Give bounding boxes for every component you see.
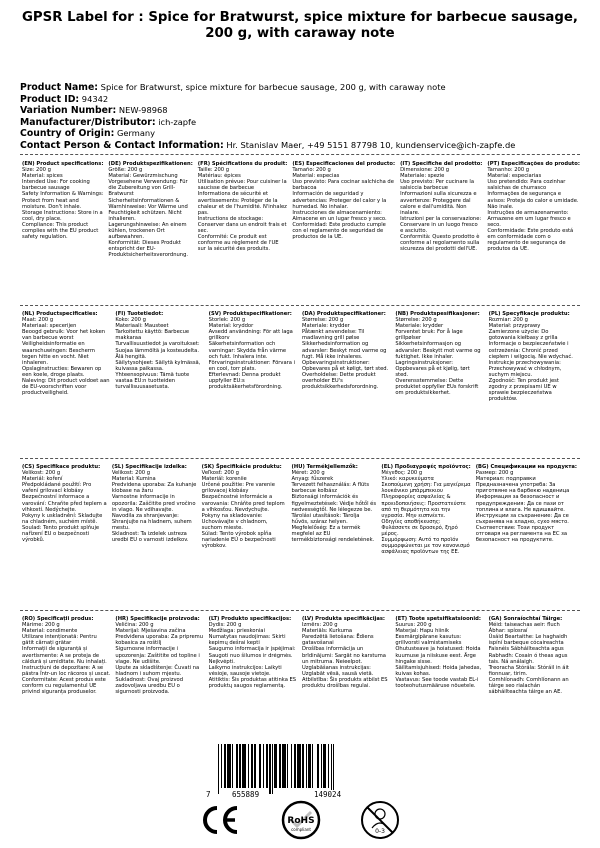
spec-text: Tamanho: 200 g Material: especiarias Uso pretendido: Para cozinhar salsichas de churrasco Informações de segurança e avisos: Proteja do calor e umidade. Não inale. Instruções de armazenamento: Armazene em um lugar fresco e seco. Conformidade: Este produto está em conformidade com o regulamento de segurança de produtos da UE. bbox=[487, 167, 579, 253]
spec-block-nb bbox=[393, 311, 486, 451]
spec-heading: (DE) Produktspezifikationen: bbox=[108, 161, 193, 167]
variation-number-label: Variation Number: bbox=[20, 105, 117, 117]
spec-text: Rozmiar: 200 g Materiał: przyprawy Zamierzone użycie: Do gotowania kiełbasy z grilla Informacje o bezpieczeństwie i ostrzeżenia: Chronić przed ciepłem i wilgocią. Nie wdychać. Instrukcje przechowywania: Przechowywać w chłodnym, suchym miejscu. Zgodność: Ten produkt jest zgodny z przepisami UE w sprawie bezpieczeństwa produktów. bbox=[488, 317, 573, 403]
spec-block-sv bbox=[207, 311, 300, 451]
spec-block-lv bbox=[300, 616, 393, 742]
ean-barcode bbox=[206, 744, 382, 799]
spec-heading: (LV) Produkta specifikācijas: bbox=[302, 616, 385, 622]
spec-heading: (PL) Specyfikacje produktu: bbox=[488, 311, 570, 317]
barcode-group-1: 655889 bbox=[232, 790, 260, 799]
spec-text: Tamaño: 200 g Material: especias Uso previsto: Para cocinar salchicha de barbacoa Información de seguridad y advertencias: Proteger del calor y la humedad. No inhalar. Instrucciones de almacenamiento: Almacene en un lugar fresco y seco. Conformidad: Este producto cumple con el reglamento de seguridad de productos de la UE. bbox=[292, 167, 394, 241]
spec-heading: (BG) Спецификации на продукта: bbox=[475, 464, 577, 470]
spec-block-cs bbox=[20, 464, 110, 604]
spec-block-de bbox=[106, 161, 195, 301]
spec-text: Velikost: 200 g Materiál: koření Předpokládané použití: Pro vaření grilovací klobásy Bezpečnostní informace a varování: Chraňte před teplem a vlhkostí. Nedýchejte. Pokyny k uskladnění: Skladujte na chladném, suchém místě. Soulad: Tento produkt splňuje nařízení EU o bezpečnosti výrobků. bbox=[22, 470, 107, 544]
product-id-value: 94342 bbox=[81, 93, 109, 104]
spec-text: Størrelse: 200 g Materiale: krydder Påtænkt anvendelse: Til madlavning grill pølse Sikkerhedsinformation og advarsler: Beskyt mod varme og fugt. Må ikke inhaleres. Opbevaringsinstruktioner: Opbevares på et køligt, tørt sted. Overholdelse: Dette produkt overholder EU's produktsikkerhedsforordning. bbox=[302, 317, 389, 391]
spec-block-pt bbox=[485, 161, 583, 301]
spec-heading: (HR) Specifikacije proizvoda: bbox=[115, 616, 200, 622]
spec-heading: (EN) Product specifications: bbox=[22, 161, 104, 167]
country-row bbox=[20, 128, 590, 140]
spec-block-da bbox=[300, 311, 393, 451]
spec-block-sk bbox=[200, 464, 290, 604]
spec-heading: (NB) Produktspesifikasjoner: bbox=[395, 311, 480, 317]
spec-heading: (RO) Specificații produs: bbox=[22, 616, 94, 622]
spec-row-2 bbox=[20, 311, 580, 451]
spec-text: Dimensione: 200 g Materiale: spezie Uso previsto: Per cucinare la salsiccia barbecue Informazioni sulla sicurezza e avvertenze: Proteggere dal calore e dall'umidità. Non inalare. Istruzioni per la conservazione: Conservare in un luogo fresco e asciutto. Conformità: Questo prodotto è conforme al regolamento sulla sicurezza dei prodotti dell'UE. bbox=[400, 167, 482, 253]
contact-value: Hr. Stanislav Maer, +49 5151 87798 10, kundenservice@ich-zapfe.de bbox=[226, 139, 516, 150]
product-name-label: Product Name: bbox=[20, 82, 99, 93]
spec-text: Размер: 200 g Материал: подправки Предназначена употреба: За приготвяне на барбекю наденица Информация за безопасност и предупреждения: Да се пази от топлина и влага. Не вдишвайте. Инструкции за съхранение: Да се съхранява на хладно, сухо място. Съответствие: Този продукт отговаря на регламента на ЕС за безопасност на продуктите. bbox=[475, 470, 570, 544]
product-info bbox=[20, 82, 590, 152]
spec-text: Méid: taiseachas aeir: fluch Ábhar: spíosraí Úsáid Beartaithe: Le haghaidh ispíní barbeque cócaireachta Faisnéis Sábháilteachta agus Rabhadh: Cosain ó theas agus tais. Ná análaigh. Treoracha Stórála: Stóráil in áit fionnuar, tirim. Comhlíonadh: Comhlíonann an táirge seo rialachán sábháilteachta táirge an AE. bbox=[488, 622, 569, 696]
spec-heading: (PT) Especificações do produto: bbox=[487, 161, 580, 167]
spec-row-4 bbox=[20, 616, 580, 742]
divider bbox=[20, 610, 580, 611]
contact-row bbox=[20, 140, 590, 152]
barcode-group-2: 149024 bbox=[314, 790, 342, 799]
spec-text: Veličina: 200 g Materijal: Mješavina začina Predviđena uporaba: Za pripremu kobasica za roštilj Sigurnosne informacije i upozorenja: Zaštitite od topline i vlage. Ne udišite. Upute za skladištenje: Čuvati na hladnom i suhom mjestu. Sukladnost: Ovaj proizvod zadovoljava uredbu EU o sigurnosti proizvoda. bbox=[115, 622, 204, 696]
spec-text: Velikost: 200 g Material: Kumina Predvidena uporaba: Za kuhanje klobase na žaru Varnostne informacije in opozorila: Zaščitite pred vročino in vlago. Ne vdihavajte. Navodila za shranjevanje: Shranjujte na hladnem, suhem mestu. Skladnost: Ta izdelek ustreza uredbi EU o varnosti izdelkov. bbox=[111, 470, 197, 544]
spec-heading: (ET) Toote spetsifikatsioonid: bbox=[395, 616, 481, 622]
spec-block-el bbox=[379, 464, 473, 604]
spec-heading: (LT) Produkto specifikacijos: bbox=[208, 616, 292, 622]
svg-text:RoHS: RoHS bbox=[287, 816, 315, 826]
spec-block-hr bbox=[113, 616, 206, 742]
label-title: GPSR Label for : Spice for Bratwurst, spice mixture for barbecue sausage, 200 g, with caraway note bbox=[22, 10, 578, 41]
spec-block-fi bbox=[113, 311, 206, 451]
spec-block-ro bbox=[20, 616, 113, 742]
spec-heading: (EL) Προδιαγραφές προϊόντος: bbox=[381, 464, 471, 470]
spec-heading: (SK) Špecifikácie produktu: bbox=[201, 464, 282, 470]
spec-heading: (DA) Produktspecifikationer: bbox=[302, 311, 386, 317]
country-label: Country of Origin: bbox=[20, 128, 115, 140]
country-value: Germany bbox=[116, 128, 156, 139]
variation-number-value: NEW-98968 bbox=[118, 105, 168, 116]
spec-heading: (SL) Specifikacije izdelka: bbox=[111, 464, 187, 470]
svg-text:compliant: compliant bbox=[291, 827, 311, 832]
spec-block-fr bbox=[196, 161, 291, 301]
manufacturer-label: Manufacturer/Distributor: bbox=[20, 116, 156, 128]
spec-block-en bbox=[20, 161, 106, 301]
certification-icons bbox=[0, 800, 600, 844]
contact-label: Contact Person & Contact Information: bbox=[20, 139, 224, 151]
spec-text: Koko: 200 g Materiaali: Mausteet Tarkoitettu käyttö: Barbecue makkaraa Turvallisuustiedot ja varoitukset: Suojaa lämmöltä ja kosteudelta. Älä hengitä. Säilytysohjeet: Säilytä kylmässä, kuivassa paikassa. Yhteensopivuus: Tämä tuote vastaa EU:n tuotteiden turvallisuusasetusta. bbox=[115, 317, 201, 391]
spec-block-lt bbox=[207, 616, 300, 742]
spec-text: Méret: 200 g Anyag: fűszerek Tervezett felhasználás: A flüts barbecue kolbász Biztonsági információk és figyelmeztetések: Védje hőtől és nedvességtől. Ne lélegezze be. Tárolási utasítások: Tárolja hűvös, száraz helyen. Megfelelőség: Ez a termék megfelel az EU termékbiztonsági rendeletének. bbox=[291, 470, 377, 544]
spec-text: Dydis: 200 g Medžiaga: prieskoniai Numatytas naudojimas: Skirti kepimų dešrai kepti Saugumo informacija ir įspėjimai: Saugoti nuo šilumos ir drėgmės. Neįkvėpti. Laikymo instrukcijos: Laikyti vėsioje, sausoje vietoje. Atitiktis: Šis produktas atitinka ES produktų saugos reglamentą. bbox=[208, 622, 297, 690]
spec-row-1 bbox=[20, 161, 580, 301]
svg-text:0-3: 0-3 bbox=[375, 828, 385, 835]
manufacturer-value: ich-zapfe bbox=[158, 116, 197, 127]
spec-text: Suurus: 200 g Materjal: Hapu hiinik Eesmärgipärane kasutus: grillvorsti valmistamiseks Ohutusteave ja hoiatused: Hoida kuumuse ja niiskuse eest. Ärge hingake sisse. Säilitamisjuhised: Hoida jahedas, kuivas kohas. Vastavus: See toode vastab EL-i tooteohutusmääruse nõuetele. bbox=[395, 622, 482, 690]
spec-heading: (FI) Tuotetiedot: bbox=[115, 311, 164, 317]
manufacturer-row bbox=[20, 117, 590, 129]
product-name-value: Spice for Bratwurst, spice mixture for barbecue sausage, 200 g, with caraway note bbox=[100, 82, 446, 92]
spec-text: Mărime: 200 g Material: condimente Utilizare intenționată: Pentru gătit cârnați grătar Informații de siguranță și avertismente: A se proteja de căldură și umiditate. Nu inhalați. Instrucțiuni de depozitare: A se păstra într-un loc răcoros și uscat. Conformitate: Acest produs este conform cu regulamentul UE privind siguranța produselor. bbox=[22, 622, 111, 696]
spec-text: Taille: 200 g Matériau: épices Utilisation prévue: Pour cuisiner la saucisse de barbecue Informations de sécurité et avertissements: Protéger de la chaleur et de l'humidité. N'inhalez pas. Instructions de stockage: Conserver dans un endroit frais et sec. Conformité: Ce produit est conforme au règlement de l'UE sur la sécurité des produits. bbox=[197, 167, 287, 253]
spec-heading: (IT) Specifiche del prodotto: bbox=[400, 161, 483, 167]
spec-block-es bbox=[290, 161, 398, 301]
spec-text: Veľkosť: 200 g Materiál: koreniie Určené použitie: Pre varenie grilovacej klobásy Bezpečnostné informácie a varovania: Chráňte pred teplom a vlhkosťou. Nevdychujte. Pokyny na skladovanie: Uchovávajte v chladnom, suchom mieste. Súlad: Tento výrobok spĺňa nariadenie EÚ o bezpečnosti výrobkov. bbox=[201, 470, 285, 550]
spec-heading: (GA) Sonraíochtaí Táirge: bbox=[488, 616, 563, 622]
product-id-label: Product ID: bbox=[20, 93, 80, 105]
product-name-row bbox=[20, 82, 590, 94]
spec-heading: (FR) Spécifications du produit: bbox=[197, 161, 288, 167]
spec-block-sl bbox=[110, 464, 200, 604]
product-id-row bbox=[20, 94, 590, 106]
divider bbox=[20, 154, 580, 155]
spec-text: Maat: 200 g Materiaal: specerijen Beoogd gebruik: Voor het koken van barbecue worst Veiligheidsinformatie en waarschuwingen: Bescherm tegen hitte en vocht. Niet inhaleren. Opslaginstructies: Bewaren op een koele, droge plaats. Naleving: Dit product voldoet aan de EU-voorschriften voor productveiligheid. bbox=[22, 317, 110, 397]
ce-mark-icon bbox=[200, 804, 240, 836]
spec-text: Größe: 200 g Material: Gewürzmischung Vorgesehene Verwendung: Für die Zubereitung von Grill-Bratwurst Sicherheitsinformationen & Warnhinweise: Vor Wärme und Feuchtigkeit schützen. Nicht inhalieren. Lagerungshinweise: An einem kühlen, trockenen Ort aufbewahren. Konformität: Dieses Produkt entspricht der EU-Produktsicherheitsverordnung. bbox=[108, 167, 189, 259]
spec-block-ga bbox=[487, 616, 580, 742]
spec-block-pl bbox=[487, 311, 580, 451]
spec-row-3 bbox=[20, 464, 580, 604]
age-0-3-warning-icon bbox=[360, 800, 400, 840]
spec-block-bg bbox=[474, 464, 580, 604]
spec-block-it bbox=[398, 161, 485, 301]
divider bbox=[20, 305, 580, 306]
spec-block-hu bbox=[290, 464, 380, 604]
spec-heading: (HU) Termékjellemzők: bbox=[291, 464, 358, 470]
spec-text: Μέγεθος: 200 g Υλικό: καρυκεύματα Σκοπούμενη χρήση: Για μαγείρεμα λουκάνικο μπάρμπεκιου Πληροφορίες ασφαλείας & προειδοποιήσεις: Προστατεύστε από τη θερμότητα και την υγρασία. Μην εισπνέετε. Οδηγίες αποθήκευσης: Φυλάσσετε σε δροσερό, ξηρό μέρος. Συμμόρφωση: Αυτό το προϊόν συμμορφώνεται με τον κανονισμό ασφάλειας προϊόντων της ΕΕ. bbox=[381, 470, 471, 556]
spec-block-nl bbox=[20, 311, 113, 451]
variation-number-row bbox=[20, 105, 590, 117]
spec-text: Storlek: 200 g Material: kryddor Avsedd användning: För att laga grillkorv Säkerhetsinformation och varningar: Skydda från värme och fukt. Inhalera inte. Förvaringsinstruktioner: Förvara i en cool, torr plats. Efterlevnad: Denna produkt uppfyller EU:s produktsäkerhetsförordning. bbox=[208, 317, 296, 391]
barcode-left-digit: 7 bbox=[206, 790, 211, 799]
spec-heading: (SV) Produktspecifikationer: bbox=[208, 311, 292, 317]
spec-heading: (ES) Especificaciones del producto: bbox=[292, 161, 396, 167]
spec-heading: (CS) Specifikace produktu: bbox=[22, 464, 101, 470]
spec-heading: (NL) Productspecificaties: bbox=[22, 311, 98, 317]
spec-block-et bbox=[393, 616, 486, 742]
barcode-bar bbox=[333, 744, 334, 794]
spec-text: Izmērs: 200 g Materiāls: Kurkuma Paredzētā lietošana: Ēdiens gatavošanai Drošības informācija un brīdinājumi: Sargāt no karstuma un mitruma. Neieelpot. Uzglabāšanas instrukcijas: Uzglabāt vēsā, sausā vietā. Atbilstība: Šis produkts atbilst ES produktu drošības regulai. bbox=[302, 622, 388, 690]
divider bbox=[20, 458, 580, 459]
spec-text: Størrelse: 200 g Materiale: krydder Forventet bruk: For å lage grillpølser Sikkerhetsinformasjon og advarsler: Beskytt mot varme og fuktighet. Ikke inhaler. Lagringsinstruksjoner: Oppbevares på et kjølig, tørt sted. Overensstemmelse: Dette produktet oppfyller EUs forskrift om produktsikkerhet. bbox=[395, 317, 481, 397]
spec-text: Size: 200 g Material: spices Intended Use: For cooking barbecue sausage Safety Information & Warnings: Protect from heat and moisture. Don't inhale. Storage Instructions: Store in a cool, dry place. Compliance: This product complies with the EU product safety regulation. bbox=[22, 167, 104, 241]
rohs-compliant-icon bbox=[281, 800, 321, 840]
barcode-bars bbox=[218, 744, 382, 792]
